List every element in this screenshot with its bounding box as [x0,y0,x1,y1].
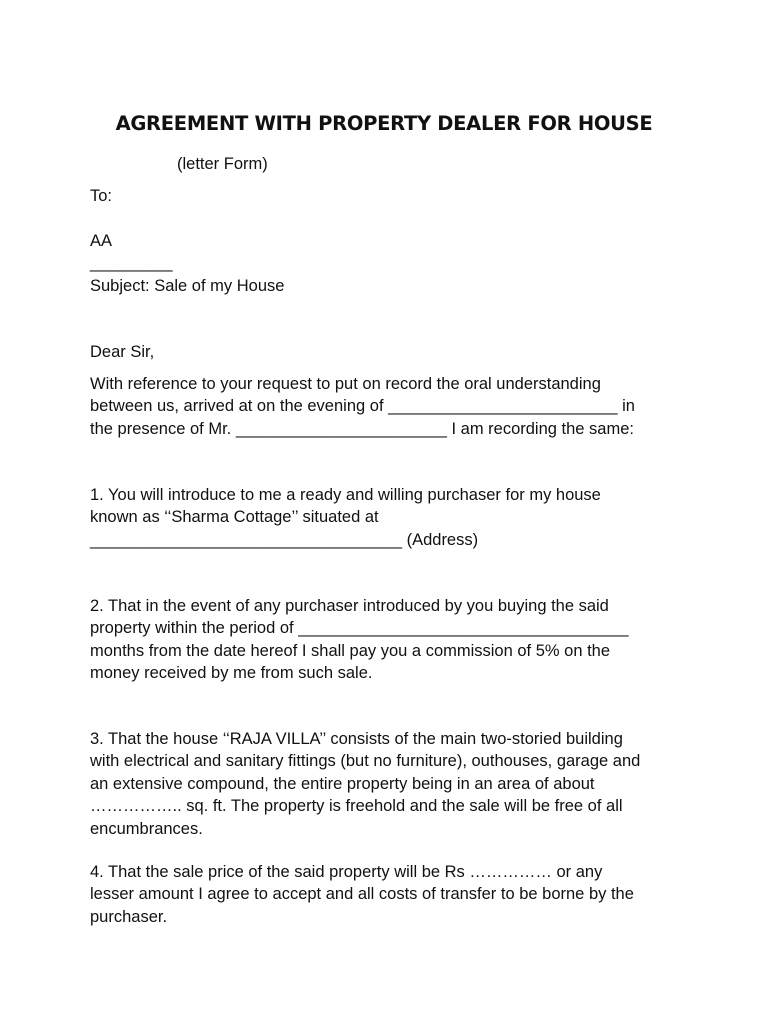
document-subtitle: (letter Form) [177,155,268,173]
paragraph-line: known as ‘‘Sharma Cottage’’ situated at [90,508,379,527]
to-label: To: [90,187,113,205]
paragraph-line: property within the period of ____________________________________ [90,619,629,638]
paragraph-clause-2 [90,595,690,685]
paragraph-clause-3 [90,728,690,840]
subject-line: Subject: Sale of my House [90,277,285,295]
paragraph-line: purchaser. [90,907,168,926]
paragraph-line: 1. You will introduce to me a ready and willing purchaser for my house [90,486,601,504]
paragraph-line: …………….. sq. ft. The property is freehold and the sale will be free of all [90,797,623,816]
paragraph-line: with electrical and sanitary fittings (but no furniture), outhouses, garage and [90,752,641,771]
paragraph-clause-1 [90,484,690,551]
paragraph-line: 4. That the sale price of the said property will be Rs …………… or any [90,863,603,881]
paragraph-line: 2. That in the event of any purchaser introduced by you buying the said [90,597,609,615]
paragraph-line: With reference to your request to put on record the oral understanding [90,375,601,393]
addressee-name: AA [90,232,113,250]
paragraph-line: money received by me from such sale. [90,664,373,683]
paragraph-intro [90,373,690,440]
paragraph-line: the presence of Mr. _______________________ I am recording the same: [90,419,634,438]
salutation: Dear Sir, [90,343,155,361]
paragraph-line: between us, arrived at on the evening of _________________________ in [90,397,635,416]
paragraph-line: months from the date hereof I shall pay you a commission of 5% on the [90,641,611,660]
paragraph-line: __________________________________ (Address) [90,530,479,549]
paragraph-clause-4 [90,861,690,928]
addressee-blank-line: _________ [90,254,173,272]
document-title: AGREEMENT WITH PROPERTY DEALER FOR HOUSE [115,112,653,135]
paragraph-line: an extensive compound, the entire property being in an area of about [90,774,595,793]
paragraph-line: encumbrances. [90,819,203,838]
paragraph-line: 3. That the house ‘‘RAJA VILLA’’ consists of the main two-storied building [90,730,623,748]
paragraph-line: lesser amount I agree to accept and all costs of transfer to be borne by the [90,885,634,904]
